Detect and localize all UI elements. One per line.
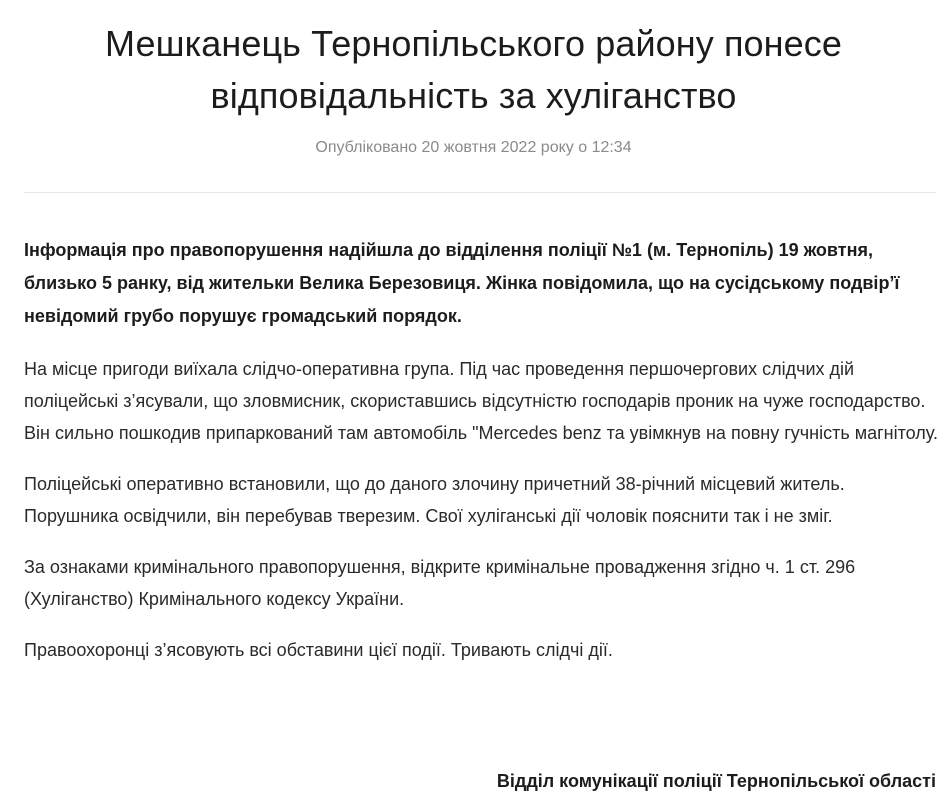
article-paragraph-1: На місце пригоди виїхала слідчо-оперативна група. Під час проведення першочергових слідчих дій поліцейські з’ясували, що зловмисник, скориставшись відсутністю господарів проник на чуже господарство. Він сильно пошкодив припаркований там автомобіль "Mercedes benz та увімкнув на повну гучність магнітолу. [24, 359, 938, 443]
article-paragraph-3: За ознаками кримінального правопорушення, відкрите кримінальне провадження згідно ч. 1 ст. 296 (Хуліганство) Кримінального кодексу України. [24, 557, 856, 609]
article-title: Мешканець Тернопільського району понесе відповідальність за хуліганство [105, 23, 842, 116]
article-paragraph-4: Правоохоронці з’ясовують всі обставини цієї події. Тривають слідчі дії. [24, 640, 613, 660]
header-divider [24, 192, 936, 193]
article-lead: Інформація про правопорушення надійшла до відділення поліції №1 (м. Тернопіль) 19 жовтня, близько 5 ранку, від жительки Велика Березовиця. Жінка повідомила, що на сусідському подвір’ї невідомий грубо порушує громадський порядок. [24, 240, 900, 326]
publication-date: Опубліковано 20 жовтня 2022 року о 12:34 [315, 139, 632, 156]
article-paragraph-2: Поліцейські оперативно встановили, що до даного злочину причетний 38-річний місцевий житель. Порушника освідчили, він перебував тверезим. Свої хуліганські дії чоловік пояснити так і не зміг. [24, 474, 845, 526]
article-body [24, 234, 940, 685]
article-signature: Відділ комунікації поліції Тернопільської області [496, 771, 936, 791]
